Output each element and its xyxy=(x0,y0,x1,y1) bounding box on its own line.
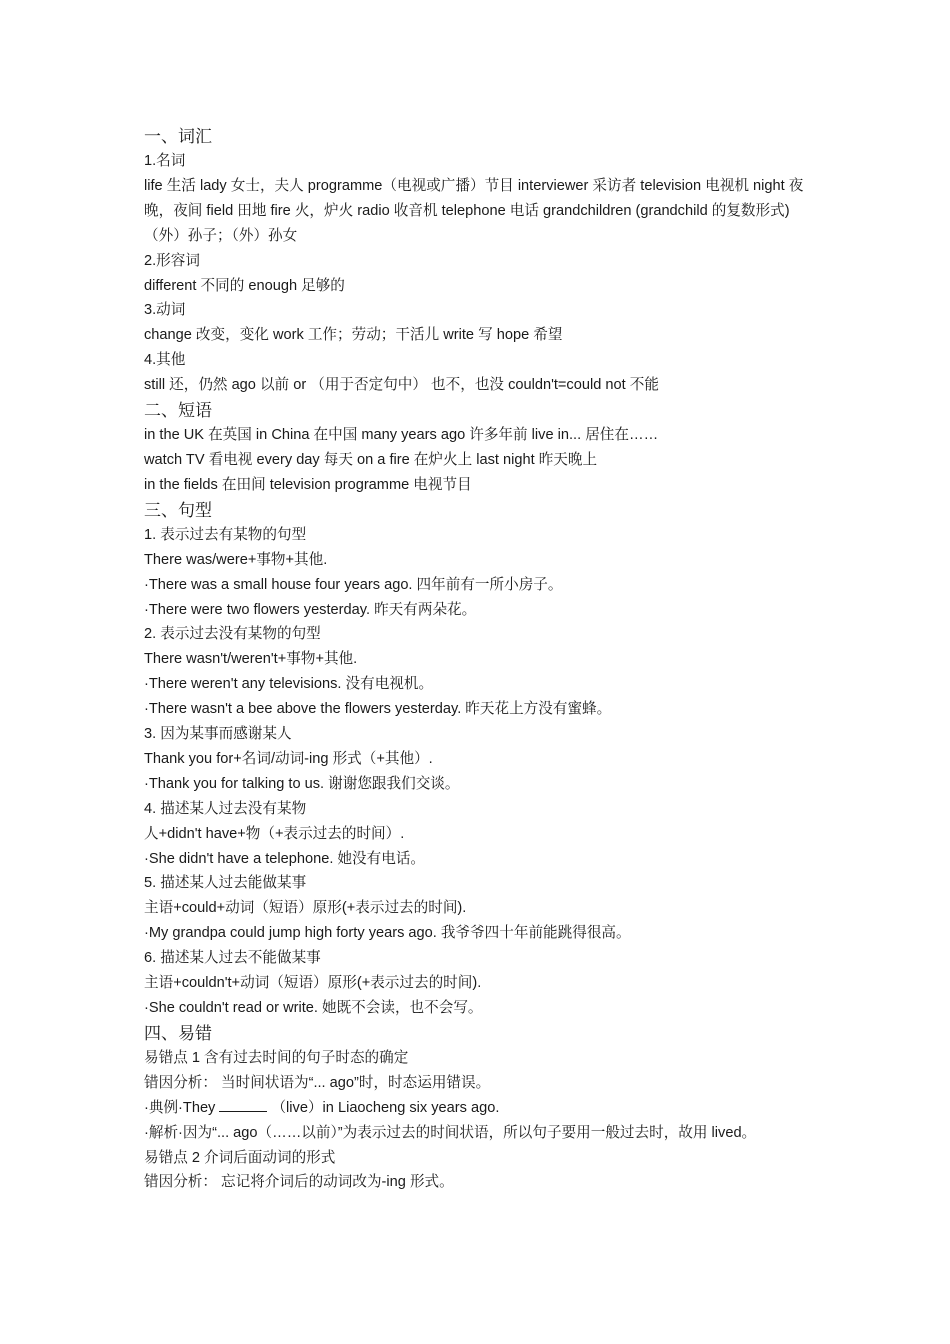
fill-blank xyxy=(219,1098,267,1112)
other-list: still 还，仍然 ago 以前 or （用于否定句中） 也不，也没 couldn't=could not 不能 xyxy=(144,377,659,394)
verb-list: change 改变，变化 work 工作；劳动；干活儿 write 写 hope 希望 xyxy=(144,327,563,344)
error-1-title: 易错点 1 含有过去时间的句子时态的确定 xyxy=(144,1049,409,1066)
pattern-heading: 三、句型 xyxy=(144,500,212,520)
verb-heading: 3.动词 xyxy=(144,302,186,319)
pattern-6-example-1: ·She couldn't read or write. 她既不会读，也不会写。 xyxy=(144,1000,483,1016)
document-page xyxy=(144,124,814,1195)
pattern-4-title: 4. 描述某人过去没有某物 xyxy=(144,800,307,817)
vocab-heading: 一、词汇 xyxy=(144,127,212,146)
error-1-reason: 错因分析： 当时间状语为“... ago”时，时态运用错误。 xyxy=(144,1074,491,1091)
pattern-2-title: 2. 表示过去没有某物的句型 xyxy=(144,626,321,643)
pattern-3-formula: Thank you for+名词/动词-ing 形式（+其他）. xyxy=(144,750,433,767)
other-heading: 4.其他 xyxy=(144,352,186,369)
pattern-5-example-1: ·My grandpa could jump high forty years ago. 我爷爷四十年前能跳得很高。 xyxy=(144,925,631,942)
pattern-4-formula: 人+didn't have+物（+表示过去的时间）. xyxy=(144,825,405,842)
error-2-reason: 错因分析： 忘记将介词后的动词改为-ing 形式。 xyxy=(144,1174,454,1191)
pattern-1-example-1: ·There was a small house four years ago. 四年前有一所小房子。 xyxy=(144,576,563,593)
error-1-example xyxy=(144,1096,814,1121)
error-1-analysis: ·解析·因为“... ago（……以前）”为表示过去的时间状语，所以句子要用一般过去时，故用 lived。 xyxy=(144,1124,757,1141)
noun-heading: 1.名词 xyxy=(144,153,186,169)
pattern-1-title: 1. 表示过去有某物的句型 xyxy=(144,526,307,543)
pattern-1-example-2: ·There were two flowers yesterday. 昨天有两朵花。 xyxy=(144,601,477,618)
error-2-title: 易错点 2 介词后面动词的形式 xyxy=(144,1149,336,1166)
noun-list: life 生活 lady 女士，夫人 programme（电视或广播）节目 interviewer 采访者 television 电视机 night 夜晚，夜间 field 田地 fire 火，炉火 radio 收音机 telephone 电话 grandchildren (grandchild 的复数形式)（外）孙子；（外）孙女 xyxy=(144,177,804,244)
phrase-line-2: watch TV 看电视 every day 每天 on a fire 在炉火上 last night 昨天晚上 xyxy=(144,451,598,468)
pattern-5-title: 5. 描述某人过去能做某事 xyxy=(144,875,307,892)
error-1-example-prefix: ·典例·They xyxy=(144,1099,220,1116)
pattern-3-title: 3. 因为某事而感谢某人 xyxy=(144,726,292,743)
pattern-3-example-1: ·Thank you for talking to us. 谢谢您跟我们交谈。 xyxy=(144,775,460,792)
error-1-example-suffix: （live）in Liaocheng six years ago. xyxy=(267,1099,500,1116)
adj-list: different 不同的 enough 足够的 xyxy=(144,277,345,294)
pattern-2-example-2: ·There wasn't a bee above the flowers yesterday. 昨天花上方没有蜜蜂。 xyxy=(144,701,612,718)
pattern-5-formula: 主语+could+动词（短语）原形(+表示过去的时间). xyxy=(144,900,467,917)
phrase-heading: 二、短语 xyxy=(144,401,212,421)
adj-heading: 2.形容词 xyxy=(144,252,200,269)
error-heading: 四、易错 xyxy=(144,1023,212,1043)
pattern-6-formula: 主语+couldn't+动词（短语）原形(+表示过去的时间). xyxy=(144,975,482,992)
phrase-line-3: in the fields 在田间 television programme 电视节目 xyxy=(144,476,472,493)
pattern-2-formula: There wasn't/weren't+事物+其他. xyxy=(144,651,358,668)
phrase-line-1: in the UK 在英国 in China 在中国 many years ago 许多年前 live in... 居住在…… xyxy=(144,427,659,444)
pattern-6-title: 6. 描述某人过去不能做某事 xyxy=(144,950,321,967)
pattern-2-example-1: ·There weren't any televisions. 没有电视机。 xyxy=(144,676,434,693)
pattern-4-example-1: ·She didn't have a telephone. 她没有电话。 xyxy=(144,850,426,867)
pattern-1-formula: There was/were+事物+其他. xyxy=(144,551,328,568)
